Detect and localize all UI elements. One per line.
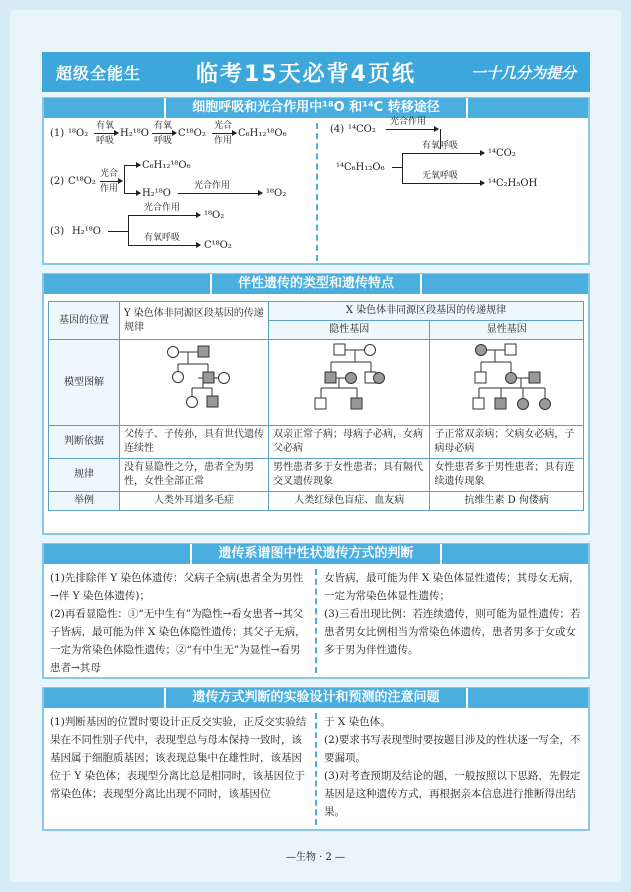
p1-label1-top: 有氧 — [96, 121, 115, 131]
header-recessive: 隐性基因 — [269, 321, 430, 340]
example-recessive: 人类红绿色盲症、血友病 — [269, 492, 430, 511]
header-position: 基因的位置 — [49, 302, 120, 340]
section-sex-linked — [42, 273, 590, 535]
s4-right-1: 于 X 染色体。 — [324, 716, 391, 728]
p2-up: C₆H₁₂¹⁸O₆ — [142, 160, 191, 171]
sex-linked-table — [48, 301, 584, 511]
basis-dominant: 子正常双亲病；父病女必病，子病母必病 — [430, 426, 584, 459]
s4-right-2: (2)要求书写表现型时要按题目涉及的性状逐一写全，不要漏项。 — [324, 734, 581, 764]
p3-label-down: 有氧呼吸 — [144, 233, 181, 243]
basis-recessive: 双亲正常子病；母病子必病，女病父必病 — [269, 426, 430, 459]
p1-label1-bot: 呼吸 — [96, 136, 115, 146]
p2-arrow — [100, 181, 122, 182]
p1-b: H₂¹⁸O — [120, 128, 149, 139]
s4-right-3: (3)对考查预期及结论的题，一般按照以下思路，先假定基因是这种遗传方式，再根据亲本信息进行推断得出结果。 — [324, 770, 581, 818]
p4-stem — [392, 167, 402, 168]
p4-arrow-up — [402, 153, 484, 154]
p3-label-up: 光合作用 — [144, 203, 181, 213]
row-label-basis: 判断依据 — [49, 426, 120, 459]
p4-a: ¹⁴CO₂ — [348, 124, 376, 135]
p4-b: ¹⁴C₆H₁₂O₆ — [336, 162, 385, 173]
s3-left-1: (1)先排除伴 Y 染色体遗传：父病子全病(患者全为男性→伴 Y 染色体遗传)； — [50, 572, 304, 602]
section3-divider — [315, 569, 317, 673]
basis-y: 父传子、子传孙，具有世代遗传连续性 — [120, 426, 269, 459]
pedigree-recessive — [269, 340, 430, 426]
row-label-model: 模型图解 — [49, 340, 120, 426]
p3-arrow-up — [128, 215, 200, 216]
section-title: 细胞呼吸和光合作用中¹⁸O 和¹⁴C 转移途径 — [44, 98, 588, 118]
example-dominant: 抗维生素 D 佝偻病 — [430, 492, 584, 511]
p2-num: (2) — [50, 176, 65, 187]
p1-arrow3 — [212, 133, 236, 134]
s3-left-2: (2)再看显隐性：①“无中生有”为隐性→看女患者→其父子皆病，最可能为伴 X 染色体隐性遗传；其父子无病，一定为常染色体隐性遗传；②“有中生无”为显性→看男患者→其母 — [50, 608, 306, 674]
header-dominant: 显性基因 — [430, 321, 584, 340]
p2-arrow-up — [124, 165, 140, 166]
p4-arrow1 — [386, 129, 438, 130]
p4-num: (4) — [330, 124, 345, 135]
p3-down-end: C¹⁸O₂ — [204, 240, 232, 251]
brand-logo: 超级全能生 — [56, 63, 142, 83]
p3-up-end: ¹⁸O₂ — [204, 210, 225, 221]
s4-left-1: (1)判断基因的位置时要设计正反交实验，正反交实验结果在不同性别子代中，表现型总与母本保持一致时，该基因属于细胞质基因；该表现总集中在雄性时，该基因位于 Y 染色体；表现型分离比总是相同时，该基因位于常染色体；表现型分离比出现不同时，该基因位 — [50, 716, 307, 800]
header-x: X 染色体非同源区段基因的传递规律 — [269, 302, 584, 321]
p2-down: H₂¹⁸O — [142, 188, 171, 199]
row-label-rule: 规律 — [49, 459, 120, 492]
p3-num: (3) — [50, 226, 65, 237]
p1-c: C¹⁸O₂ — [178, 128, 206, 139]
p4-label-down: 无氧呼吸 — [422, 171, 459, 181]
section-pedigree-judgement — [42, 543, 590, 679]
p1-d: C₆H₁₂¹⁸O₆ — [238, 128, 287, 139]
rule-y: 没有显隐性之分，患者全为男性，女性全部正常 — [120, 459, 269, 492]
p4-branch-line — [402, 153, 403, 183]
section1-divider — [316, 123, 318, 261]
p1-label3-bot: 作用 — [214, 136, 233, 146]
p2-arrow-down — [124, 193, 140, 194]
p2-down-end: ¹⁸O₂ — [266, 188, 287, 199]
rule-dominant: 女性患者多于男性患者；具有连续遗传现象 — [430, 459, 584, 492]
p1-label3-top: 光合 — [214, 121, 233, 131]
p3-arrow-down — [128, 245, 200, 246]
section3-right — [324, 569, 582, 659]
section4-right — [324, 713, 582, 821]
pedigree-dominant — [430, 340, 584, 426]
section-title: 遗传方式判断的实验设计和预测的注意问题 — [44, 688, 588, 708]
p2-label-bot: 作用 — [100, 184, 119, 194]
page-footer: —生物 · 2 — — [285, 852, 346, 863]
s3-right-2: (3)三看出现比例：若连续遗传，则可能为显性遗传；若患者男女比例相当为常染色体遗传，患者男多于女或女多于男为伴性遗传。 — [324, 608, 581, 656]
p3-branch-line — [128, 215, 129, 245]
pedigree-y — [120, 340, 269, 426]
page-title: 临考15天必背4页纸 — [196, 61, 416, 87]
header-y: Y 染色体非同源区段基因的传递规律 — [120, 302, 269, 340]
slogan-logo: 一十几分为提分 — [470, 63, 576, 82]
p2-label2: 光合作用 — [194, 181, 231, 191]
p4-up-end: ¹⁴CO₂ — [488, 148, 516, 159]
section3-left — [50, 569, 308, 677]
p3-a: H₂¹⁸O — [72, 226, 101, 237]
example-y: 人类外耳道多毛症 — [120, 492, 269, 511]
section-experiment-design — [42, 687, 590, 831]
p1-num: (1) — [50, 128, 65, 139]
p2-arrow2 — [178, 193, 262, 194]
p1-arrow1 — [94, 133, 118, 134]
section4-left — [50, 713, 308, 803]
rule-recessive: 男性患者多于女性患者；具有隔代交叉遗传现象 — [269, 459, 430, 492]
section4-divider — [315, 713, 317, 825]
p2-branch-line — [124, 165, 125, 193]
p1-arrow2 — [152, 133, 176, 134]
s3-right-1: 女皆病，最可能为伴 X 染色体显性遗传；其母女无病，一定为常染色体显性遗传； — [324, 572, 580, 602]
p3-stem — [108, 231, 128, 232]
p4-arrow-down — [402, 183, 484, 184]
p2-label-top: 光合 — [100, 169, 119, 179]
page-header — [42, 52, 590, 92]
p4-label1: 光合作用 — [390, 117, 427, 127]
row-label-example: 举例 — [49, 492, 120, 511]
p4-label-up: 有氧呼吸 — [422, 141, 459, 151]
p4-down-end: ¹⁴C₂H₅OH — [488, 178, 538, 189]
p1-a: ¹⁸O₂ — [68, 128, 89, 139]
p1-label2-top: 有氧 — [154, 121, 173, 131]
section-title: 遗传系谱图中性状遗传方式的判断 — [44, 544, 588, 564]
section-title: 伴性遗传的类型和遗传特点 — [44, 274, 588, 294]
p1-label2-bot: 呼吸 — [154, 136, 173, 146]
section-transfer-pathways — [42, 97, 590, 265]
p2-a: C¹⁸O₂ — [68, 176, 96, 187]
